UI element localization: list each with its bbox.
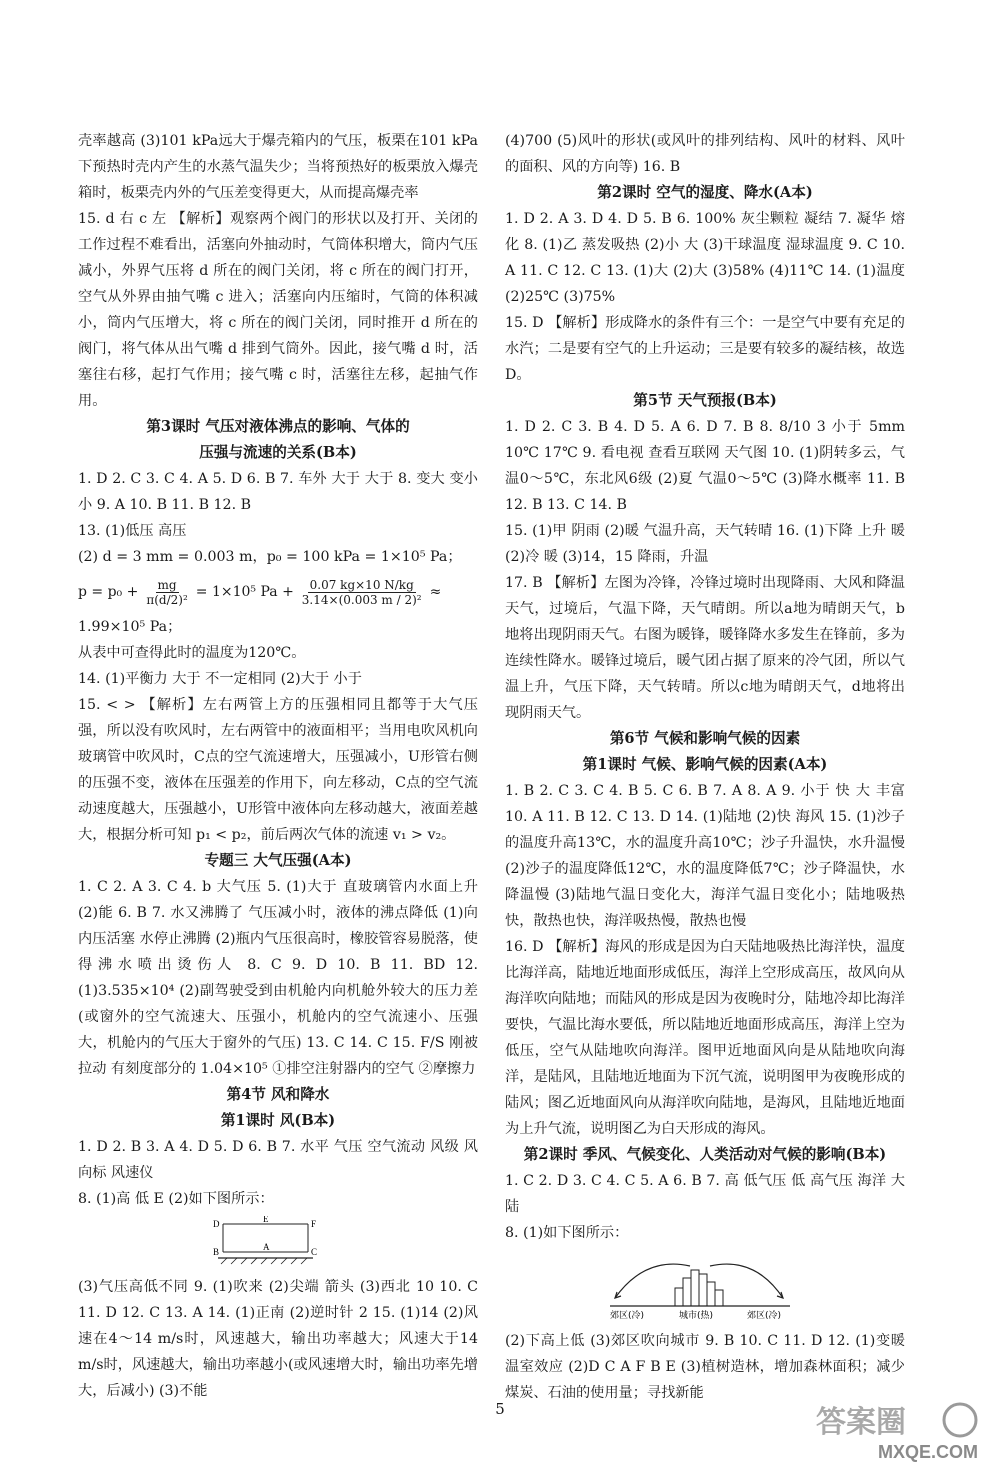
paragraph: 1. B 2. C 3. C 4. B 5. C 6. B 7. A 8. A 9. 小于 快 大 丰富 10. A 11. B 12. C 13. D 14. (1)陆地 (2)快 海风 15. (1)沙子的温度升高13℃，水的温度升高10℃；沙子升温快，水升温慢 (2)沙子的温度降低12℃，水的温度降低7℃；沙子降温快，水降温慢 (3)陆地气温日变化大，海洋气温日变化小；陆地吸热快，散热也快，海洋吸热慢，散热也慢 [505,783,905,929]
paragraph: 15. < > 【解析】左右两管上方的压强相同且都等于大气压强，所以没有吹风时，左右两管中的液面相平；当用电吹风机向玻璃管中吹风时，C点的空气流速增大，压强减小，U形管右侧的压强不变，液体在压强差的作用下，向左移动，C点的空气流动速度越大，压强越小，U形管中液体向左移动越大，液面差越大，根据分析可知 p₁ < p₂，前后两次气体的流速 v₁ > v₂。 [78,697,478,843]
section-heading: 第4节 风和降水 [226,1086,330,1103]
paragraph: 1. D 2. C 3. B 4. D 5. A 6. D 7. B 8. 8/10 3 小于 5mm 10℃ 17℃ 9. 看电视 查看互联网 天气图 10. (1)阴转多云，气温0～5℃，东北风6级 (2)夏 气温0～5℃ (3)降水概率 11. B 12. B 13. C 14. B [505,419,905,513]
paragraph: (4)700 (5)风叶的形状(或风叶的排列结构、风叶的材料、风叶的面积、风的方向等) 16. B [505,133,905,175]
paragraph: (2)下高上低 (3)郊区吹向城市 9. B 10. C 11. D 12. (1)变暖 温室效应 (2)D C A F B E (3)植树造林，增加森林面积；减少煤炭、石油的使用量；寻找新能 [505,1333,905,1401]
fraction [146,578,187,607]
building [699,1274,707,1306]
paragraph: 8. (1)如下图所示： [505,1225,629,1241]
paragraph: 1. D 2. C 3. C 4. A 5. D 6. B 7. 车外 大于 大于 8. 变大 变小 小 9. A 10. B 11. B 12. B [78,471,478,513]
paragraph: 1. D 2. A 3. D 4. D 5. B 6. 100% 灰尘颗粒 凝结 7. 凝华 熔化 8. (1)乙 蒸发吸热 (2)小 大 (3)干球温度 湿球温度 9. C 10. A 11. C 12. C 13. (1)大 (2)大 (3)58% (4)11℃ 14. (1)温度 (2)25℃ (3)75% [505,211,905,305]
fraction-numerator: mg [157,577,177,592]
section-heading: 第1课时 气候、影响气候的因素(A本) [582,756,828,773]
circulation-left [615,1264,690,1298]
paragraph: 8. (1)高 低 E (2)如下图所示： [78,1191,274,1207]
label-city: 城市(热) [679,1311,714,1321]
paragraph: 壳率越高 (3)101 kPa远大于爆壳箱内的气压，板栗在101 kPa下预热时壳内产生的水蒸气温失少；当将预热好的板栗放入爆壳箱时，板栗壳内外的气压差变得更大，从而提高爆壳率 [78,133,478,201]
paragraph: 16. D 【解析】海风的形成是因为白天陆地吸热比海洋快，温度比海洋高，陆地近地面形成低压，海洋上空形成高压，故风向从海洋吹向陆地；而陆风的形成是因为夜晚时分，陆地冷却比海洋要快，气温比海水要低，所以陆地近地面形成高压，海洋上空为低压，空气从陆地吹向海洋。图甲近地面风向是从陆地吹向海洋，是陆风，且陆地近地面为下沉气流，说明图甲为夜晚形成的陆风；图乙近地面风向从海洋吹向陆地，是海风，且陆地近地面为上升气流，说明图乙为白天形成的海风。 [505,939,905,1137]
paragraph: 从表中可查得此时的温度为120℃。 [78,645,306,661]
circulation-right [710,1264,783,1298]
section-heading: 专题三 大气压强(A本) [204,852,352,869]
watermark-circle [944,1404,976,1436]
building [691,1270,699,1306]
section-heading: 第6节 气候和影响气候的因素 [609,730,801,747]
watermark-brand: 答案圈 [816,1405,906,1440]
paragraph: 14. (1)平衡力 大于 不一定相同 (2)大于 小于 [78,671,362,687]
paragraph: 15. d 右 c 左 【解析】观察两个阀门的形状以及打开、关闭的工作过程不难看出，活塞向外抽动时，气筒体积增大，筒内气压减小，外界气压将 d 所在的阀门关闭，将 c 所在的阀门打开，空气从外界由抽气嘴 c 进入；活塞向内压缩时，气筒的体积减小，筒内气压增大，将 c 所在的阀门关闭，同时推开 d 所在的阀门，将气体从出气嘴 d 排到气筒外。因此，接气嘴 d 时，活塞往右移，起打气作用；接气嘴 c 时，活塞往左移，起抽气作用。 [78,211,478,409]
section-heading: 第2课时 空气的湿度、降水(A本) [597,184,813,201]
paragraph: 1.99×10⁵ Pa； [78,619,182,635]
section-heading: 第3课时 气压对液体沸点的影响、气体的 [146,418,410,435]
label-b: B [213,1247,220,1257]
section-heading: 第1课时 风(B本) [220,1112,336,1129]
page-number: 5 [495,1400,505,1418]
watermark-site: MXQE.COM [877,1442,978,1462]
formula-lhs: p = p₀ + [78,584,139,600]
paragraph: 15. (1)甲 阴雨 (2)暖 气温升高，天气转晴 16. (1)下降 上升 暖 (2)冷 暖 (3)14，15 降雨，升温 [505,523,905,565]
fraction-numerator: 0.07 kg×10 N/kg [309,577,414,592]
formula-mid: = 1×10⁵ Pa + [195,584,294,600]
section-heading: 压强与流速的关系(B本) [199,444,357,461]
label-e: E [263,1216,269,1224]
fraction-denominator: π(d/2)² [146,592,188,607]
building [707,1282,715,1306]
left-column [78,128,478,1404]
label-suburb-left: 郊区(冷) [610,1311,645,1321]
label-suburb-right: 郊区(冷) [747,1311,782,1321]
formula-end: ≈ [429,584,442,600]
paragraph: 1. C 2. A 3. C 4. b 大气压 5. (1)大于 直玻璃管内水面上升 (2)能 6. B 7. 水又沸腾了 气压减小时，液体的沸点降低 (1)向内压活塞 水停止沸腾 (2)瓶内气压很高时，橡胶管容易脱落，使得沸水喷出烫伤人 8. C 9. D 10. B 11. BD 12. (1)3.535×10⁴ (2)副驾驶受到由机舱内向机舱外较大的压力差(或窗外的空气流速大、压强小，机舱内的空气流速小、压强大，机舱内的气压大于窗外的气压) 13. C 14. C 15. F/S 刚被拉动 有刻度部分的 1.04×10⁵ ①排空注射器内的空气 ②摩擦力 [78,879,478,1077]
building [683,1278,691,1306]
paragraph: 17. B 【解析】左图为冷锋，冷锋过境时出现降雨、大风和降温天气，过境后，气温下降，天气晴朗。所以a地为晴朗天气，b地将出现阴雨天气。右图为暖锋，暖锋降水多发生在锋前，多为连续性降水。暖锋过境后，暖气团占据了原来的冷气团，所以气温上升，气压下降，天气转晴。所以c地为晴朗天气，d地将出现阴雨天气。 [505,575,905,721]
label-a: A [263,1242,270,1252]
paragraph: 15. D 【解析】形成降水的条件有三个：一是空气中要有充足的水汽；二是要有空气的上升运动；三是要有较多的凝结核，故选D。 [505,315,905,383]
label-c: C [311,1247,318,1257]
pressure-formula [78,570,478,614]
paragraph: 1. C 2. D 3. C 4. C 5. A 6. B 7. 高 低气压 低 高气压 海洋 大陆 [505,1173,905,1215]
paragraph: 13. (1)低压 高压 [78,523,187,539]
fraction-denominator: 3.14×(0.003 m / 2)² [301,592,422,607]
paragraph: (2) d = 3 mm = 0.003 m，p₀ = 100 kPa = 1×10⁵ Pa； [78,549,462,565]
section-heading: 第5节 天气预报(B本) [633,392,777,409]
cross-section-diagram [213,1216,323,1266]
label-f: F [311,1219,317,1229]
right-column [505,128,905,1406]
heat-island-diagram [605,1248,795,1322]
paragraph: 1. D 2. B 3. A 4. D 5. D 6. B 7. 水平 气压 空气流动 风级 风向标 风速仪 [78,1139,478,1181]
paragraph: (3)气压高低不同 9. (1)吹来 (2)尖端 箭头 (3)西北 10 10. C 11. D 12. C 13. A 14. (1)正南 (2)逆时针 2 15. (1)14 (2)风速在4～14 m/s时，风速越大，输出功率越大；风速大于14 m/s时，风速越大，输出功率越小(或风速增大时，输出功率先增大，后减小) (3)不能 [78,1279,478,1399]
arrow-head-icon [615,1292,621,1298]
building [715,1290,723,1306]
section-heading: 第2课时 季风、气候变化、人类活动对气候的影响(B本) [523,1146,887,1163]
fraction [302,578,422,607]
label-d: D [213,1219,220,1229]
ground-hatch [221,1258,307,1264]
building [675,1288,683,1306]
